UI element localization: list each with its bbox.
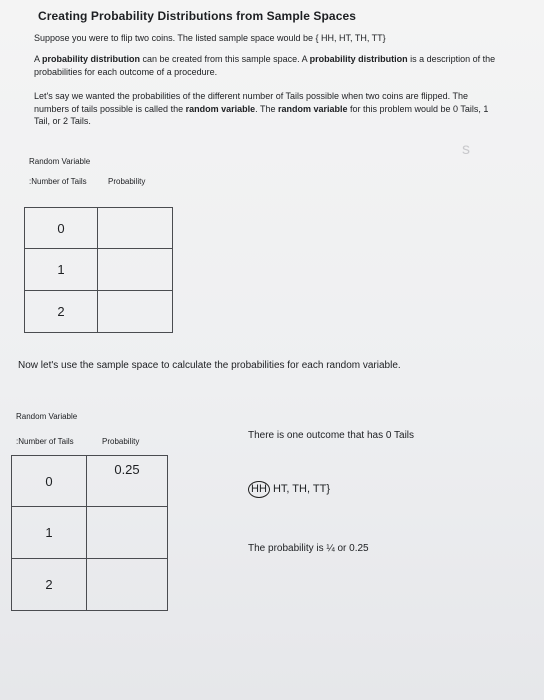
tails-cell: 1 [12,507,87,559]
bold-term: probability distribution [42,54,141,64]
probability-cell[interactable] [98,249,173,291]
tails-cell: 1 [25,249,98,291]
number-of-tails-label: :Number of Tails [16,437,74,446]
random-variable-paragraph [34,90,504,128]
intro-paragraph: Suppose you were to flip two coins. The listed sample space would be { HH, HT, TH, TT} [34,33,386,43]
text-run: A [34,54,43,64]
probability-table-worked [11,455,168,611]
tails-cell: 0 [12,456,87,507]
table-row [12,456,168,507]
probability-table-empty [24,207,173,333]
text-run: Let's say we wanted the probabilities of the different number of Tails possible when two coins are flipped. The numbers of tails possible is called the [34,91,468,114]
bold-term: random variable [277,103,348,114]
outcome-note: There is one outcome that has 0 Tails [248,430,415,441]
probability-label: Probability [108,177,146,186]
table-row [12,559,168,611]
remaining-outcomes: HT, TH, TT} [269,483,330,495]
page-title: Creating Probability Distributions from Sample Spaces [38,9,357,23]
tails-cell: 2 [25,291,98,333]
table-row [25,208,173,249]
table-row [12,507,168,559]
random-variable-label: Random Variable [16,412,78,421]
sample-space-list [248,481,330,498]
random-variable-label: Random Variable [29,157,91,166]
definition-paragraph [34,53,504,78]
tails-cell: 2 [12,559,87,611]
faint-mark: s [462,141,470,158]
instruction-text: Now let's use the sample space to calculate the probabilities for each random variable. [18,360,401,371]
probability-cell[interactable] [98,291,173,333]
table-row [25,291,173,333]
text-run: can be created from this sample space. A [140,54,310,64]
probability-cell[interactable] [98,208,173,249]
bold-term: probability distribution [309,54,408,64]
text-run: . The [255,103,278,114]
text-run: is a description of the probabilities for each outcome of a procedure. [34,54,496,77]
table-row [25,249,173,291]
tails-cell: 0 [25,208,98,249]
probability-note: The probability is ¼ or 0.25 [248,543,369,554]
circled-outcome: HH [248,481,270,498]
probability-cell[interactable] [87,559,168,611]
text-run: for this problem would be 0 Tails, 1 Tail, or 2 Tails. [34,103,489,126]
probability-label: Probability [102,437,140,446]
probability-cell[interactable] [87,507,168,559]
number-of-tails-label: :Number of Tails [29,177,87,186]
bold-term: random variable [185,103,256,114]
probability-cell[interactable]: 0.25 [87,456,168,507]
